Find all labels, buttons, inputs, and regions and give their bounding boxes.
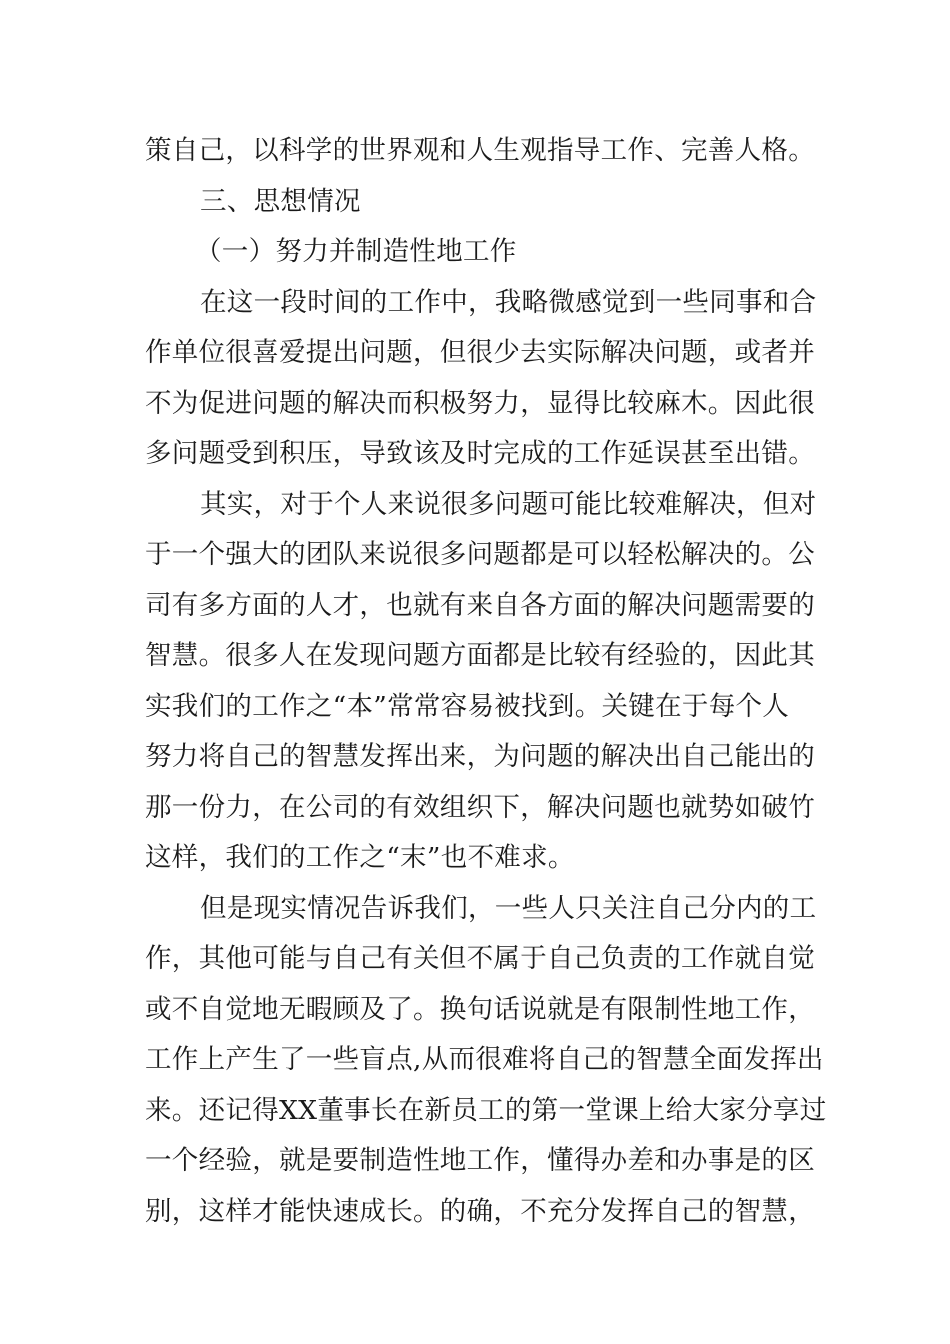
body-line-continuation: 策自己，以科学的世界观和人生观指导工作、完善人格。 [145, 135, 815, 166]
paragraph-line: 一个经验，就是要制造性地工作，懂得办差和办事是的区 [145, 1145, 815, 1176]
paragraph-line: 不为促进问题的解决而积极努力，显得比较麻木。因此很 [145, 387, 815, 419]
subsection-heading: （一）努力并制造性地工作 [195, 236, 517, 267]
paragraph-line: 于一个强大的团队来说很多问题都是可以轻松解决的。公 [145, 539, 815, 570]
paragraph-line: 来。还记得XX董事长在新员工的第一堂课上给大家分享过 [145, 1094, 827, 1126]
paragraph-line: 但是现实情况告诉我们，一些人只关注自己分内的工 [200, 892, 817, 924]
paragraph-line: 这样，我们的工作之“末”也不难求。 [145, 842, 575, 873]
paragraph-line: 实我们的工作之“本”常常容易被找到。关键在于每个人 [145, 690, 790, 722]
paragraph-line: 作，其他可能与自己有关但不属于自己负责的工作就自觉 [145, 943, 815, 974]
paragraph-line: 努力将自己的智慧发挥出来，为问题的解决出自己能出的 [145, 741, 815, 772]
document-body [145, 126, 827, 1237]
paragraph-line: 司有多方面的人才，也就有来自各方面的解决问题需要的 [145, 589, 815, 621]
paragraph-line: 别，这样才能快速成长。的确，不充分发挥自己的智慧， [145, 1195, 815, 1227]
paragraph-line: 在这一段时间的工作中，我略微感觉到一些同事和合 [200, 286, 817, 318]
paragraph-line: 多问题受到积压，导致该及时完成的工作延误甚至出错。 [145, 438, 815, 469]
paragraph-line: 作单位很喜爱提出问题，但很少去实际解决问题，或者并 [145, 337, 815, 368]
paragraph-line: 其实，对于个人来说很多问题可能比较难解决，但对 [200, 488, 817, 520]
paragraph-line: 那一份力，在公司的有效组织下，解决问题也就势如破竹 [145, 791, 815, 823]
paragraph-line: 智慧。很多人在发现问题方面都是比较有经验的，因此其 [145, 640, 815, 671]
paragraph-line: 或不自觉地无暇顾及了。换句话说就是有限制性地工作， [145, 993, 815, 1025]
section-heading: 三、思想情况 [200, 185, 361, 217]
paragraph-line: 工作上产生了一些盲点,从而很难将自己的智慧全面发挥出 [145, 1044, 824, 1075]
